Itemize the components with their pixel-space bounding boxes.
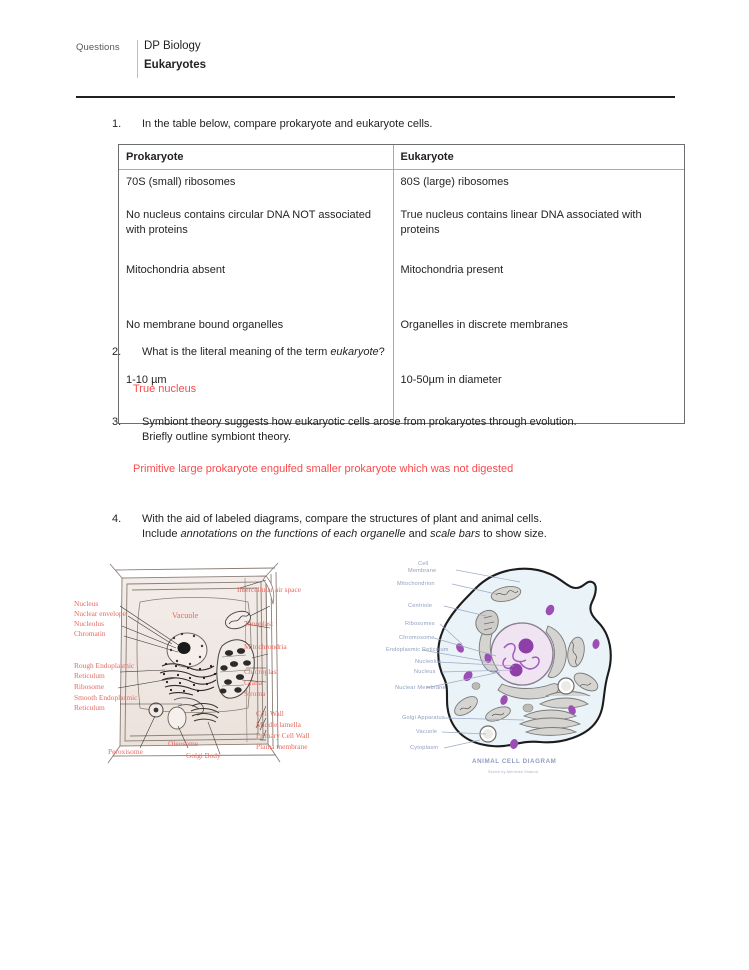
plant-label-nucleus: Nucleus: [74, 599, 99, 608]
question-4: [112, 512, 692, 542]
question-4-text: [142, 512, 692, 542]
plant-label-rough-er-line1: Rough Endoplasmic: [74, 661, 135, 670]
question-2-text-before: What is the literal meaning of the term: [142, 346, 331, 358]
animal-label-cell: Cell: [418, 561, 429, 567]
plant-label-plasma-membrane: Plama membrane: [256, 742, 308, 751]
table-cell-prokaryote: Mitochondria absent: [119, 258, 393, 313]
comparison-table: [118, 144, 685, 424]
q4-l2-after: to show size.: [480, 528, 547, 540]
animal-diagram-credit: Sketch by Abhishek Sharma: [488, 770, 538, 774]
table-cell-eukaryote: Mitochondria present: [400, 264, 504, 276]
table-header-prokaryote: Prokaryote: [119, 145, 393, 170]
question-4-line-1: With the aid of labeled diagrams, compare the structures of plant and animal cells.: [142, 513, 542, 525]
table-cell-eukaryote: 80S (large) ribosomes: [400, 176, 509, 188]
table-cell-prokaryote: 70S (small) ribosomes: [119, 170, 393, 204]
plant-label-oleosome: Oleosome: [168, 739, 198, 748]
animal-label-ribosomes: Ribosomes: [405, 621, 435, 627]
animal-label-nucleolus: Nucleolus: [415, 659, 442, 665]
plant-label-smooth-er-line1: Smooth Endoplasmic: [74, 693, 138, 702]
question-3-number: 3.: [112, 416, 122, 428]
q4-l2-mid: and: [405, 528, 431, 540]
q4-l2-before: Include: [142, 528, 181, 540]
table-cell-eukaryote: 10-50µm in diameter: [400, 374, 502, 386]
table-header-eukaryote: Eukaryote: [393, 145, 684, 170]
animal-label-cytoplasm: Cytoplasm: [410, 745, 439, 751]
plant-label-stroma: Stroma: [244, 689, 266, 698]
plant-label-intercellular-air-space: Intercellular air space: [237, 585, 302, 594]
plant-label-chloroplast: Chloroplast: [244, 667, 279, 676]
table-header-row: [119, 145, 684, 170]
animal-cell-diagram: [386, 558, 630, 783]
document-header: [76, 38, 696, 84]
question-2: [112, 345, 672, 360]
plant-label-nuclear-envelope: Nuclear envelope: [74, 609, 126, 618]
plant-label-tonoplast: Tonoplast: [244, 619, 274, 628]
table-cell-eukaryote: Organelles in discrete membranes: [400, 319, 569, 331]
plant-label-golgi-body: Golgi Body: [186, 751, 221, 760]
question-4-number: 4.: [112, 513, 122, 525]
animal-label-chromosome: Chromosome: [399, 635, 435, 641]
question-3-line-2: Briefly outline symbiont theory.: [142, 431, 291, 443]
question-3-text: [142, 415, 682, 445]
question-4-line-2: [142, 528, 547, 540]
animal-label-vacuole: Vacuole: [416, 729, 438, 735]
plant-label-nucleolus: Nucleolus: [74, 619, 104, 628]
q4-l2-italic-1: annotations on the functions of each organelle: [180, 528, 406, 540]
plant-label-grana: Grana: [244, 678, 263, 687]
plant-label-ribosome: Ribosome: [74, 682, 104, 691]
table-row: [119, 203, 684, 258]
animal-label-centriole: Centriole: [408, 603, 433, 609]
plant-label-middle-lamella: Middle lamella: [256, 720, 301, 729]
plant-label-mitochondria: Mitochrondria: [244, 642, 287, 651]
question-3: [112, 415, 682, 445]
question-2-text: [142, 345, 672, 360]
animal-diagram-title: ANIMAL CELL DIAGRAM: [472, 758, 557, 765]
plant-label-rough-er-line2: Reticulum: [74, 671, 105, 680]
header-subject: DP Biology: [144, 40, 201, 52]
animal-label-golgi-apparatus: Golgi Apparatus: [402, 715, 445, 721]
plant-label-cell-wall: Cell Wall: [256, 709, 284, 718]
question-3-line-1: Symbiont theory suggests how eukaryotic cells arose from prokaryotes through evolution.: [142, 416, 577, 428]
animal-label-endoplasmic-reticulum: Endoplasmic Reticulum: [386, 647, 449, 653]
question-2-term: eukaryote: [330, 346, 379, 358]
animal-label-nucleus: Nucleus: [414, 669, 436, 675]
plant-label-primary-cell-wall: Primary Cell Wall: [256, 731, 310, 740]
plant-label-smooth-er-line2: Reticulum: [74, 703, 105, 712]
answer-2: True nucleus: [133, 383, 197, 395]
plant-label-chromatin: Chromatin: [74, 629, 106, 638]
plant-cell-diagram: [70, 558, 350, 778]
header-divider: [137, 40, 138, 78]
table-cell-prokaryote: No nucleus contains circular DNA NOT associated with proteins: [119, 203, 393, 258]
diagrams-area: [0, 558, 749, 788]
question-1-text: In the table below, compare prokaryote and eukaryote cells.: [142, 118, 433, 130]
table-row: [119, 258, 684, 313]
table-cell-eukaryote: True nucleus contains linear DNA associated with proteins: [400, 209, 642, 236]
animal-label-nuclear-membrane: Nuclear Membrane: [395, 685, 446, 691]
q4-l2-italic-2: scale bars: [430, 528, 481, 540]
header-topic-title: Eukaryotes: [144, 59, 207, 71]
plant-label-peroxisome: Peroxisome: [108, 747, 143, 756]
header-questions-label: Questions: [76, 42, 120, 53]
header-horizontal-rule: [76, 96, 675, 98]
animal-label-mitochondrion: Mitochondrion: [397, 581, 435, 587]
question-1-number: 1.: [112, 118, 122, 130]
question-2-number: 2.: [112, 346, 122, 358]
answer-3: Primitive large prokaryote engulfed smaller prokaryote which was not digested: [133, 463, 514, 475]
plant-label-vacuole: Vacuole: [172, 611, 199, 620]
question-2-text-after: ?: [378, 346, 385, 358]
question-1: [112, 117, 672, 132]
table-cell-prokaryote: No membrane bound organelles: [119, 313, 393, 368]
animal-label-membrane: Membrane: [408, 568, 437, 574]
table-cell-prokaryote: 1-10 µm: [119, 368, 393, 423]
table-row: [119, 170, 684, 204]
